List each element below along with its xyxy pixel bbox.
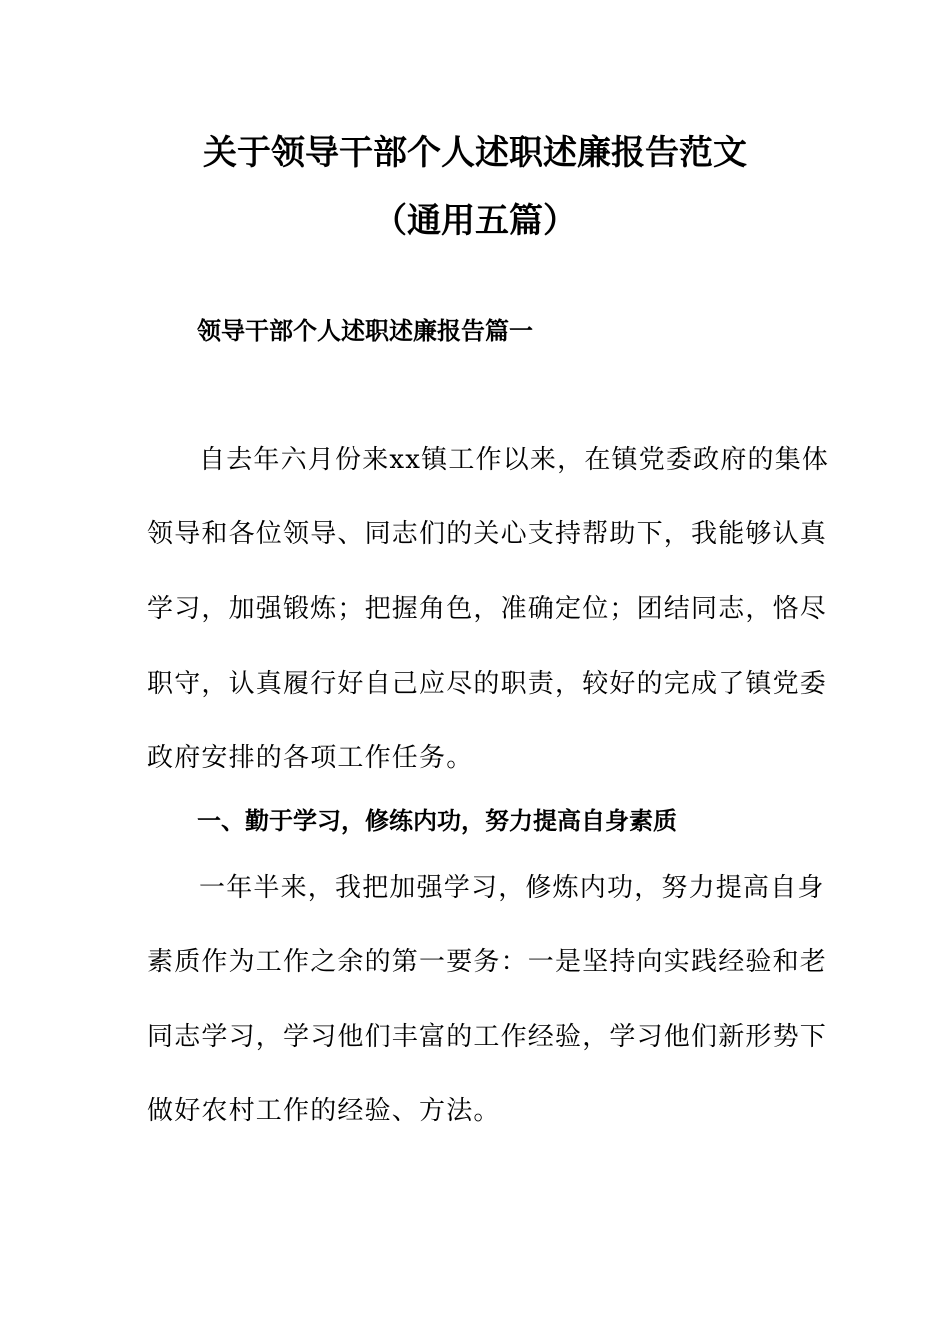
paragraph-1-line-3: 学习，加强锻炼；把握角色，准确定位；团结同志，恪尽	[147, 594, 828, 624]
paragraph-1-line-2: 领导和各位领导、同志们的关心支持帮助下，我能够认真	[147, 519, 828, 549]
section-heading: 领导干部个人述职述廉报告篇一	[197, 317, 533, 345]
paragraph-1-line-1: 自去年六月份来xx镇工作以来，在镇党委政府的集体	[199, 445, 830, 475]
paragraph-2-line-1: 一年半来，我把加强学习，修炼内功，努力提高自身	[199, 873, 825, 903]
paragraph-1-line-5: 政府安排的各项工作任务。	[147, 743, 474, 773]
document-title-line-2: （通用五篇）	[373, 201, 577, 241]
paragraph-2-line-3: 同志学习，学习他们丰富的工作经验，学习他们新形势下	[147, 1022, 828, 1052]
paragraph-2-line-4: 做好农村工作的经验、方法。	[147, 1096, 501, 1126]
paragraph-1-line-4: 职守，认真履行好自己应尽的职责，较好的完成了镇党委	[147, 669, 828, 699]
paragraph-2-line-2: 素质作为工作之余的第一要务：一是坚持向实践经验和老	[147, 947, 828, 977]
document-title-line-1: 关于领导干部个人述职述廉报告范文	[203, 133, 747, 173]
subheading-1: 一、勤于学习，修练内功，努力提高自身素质	[197, 807, 677, 835]
